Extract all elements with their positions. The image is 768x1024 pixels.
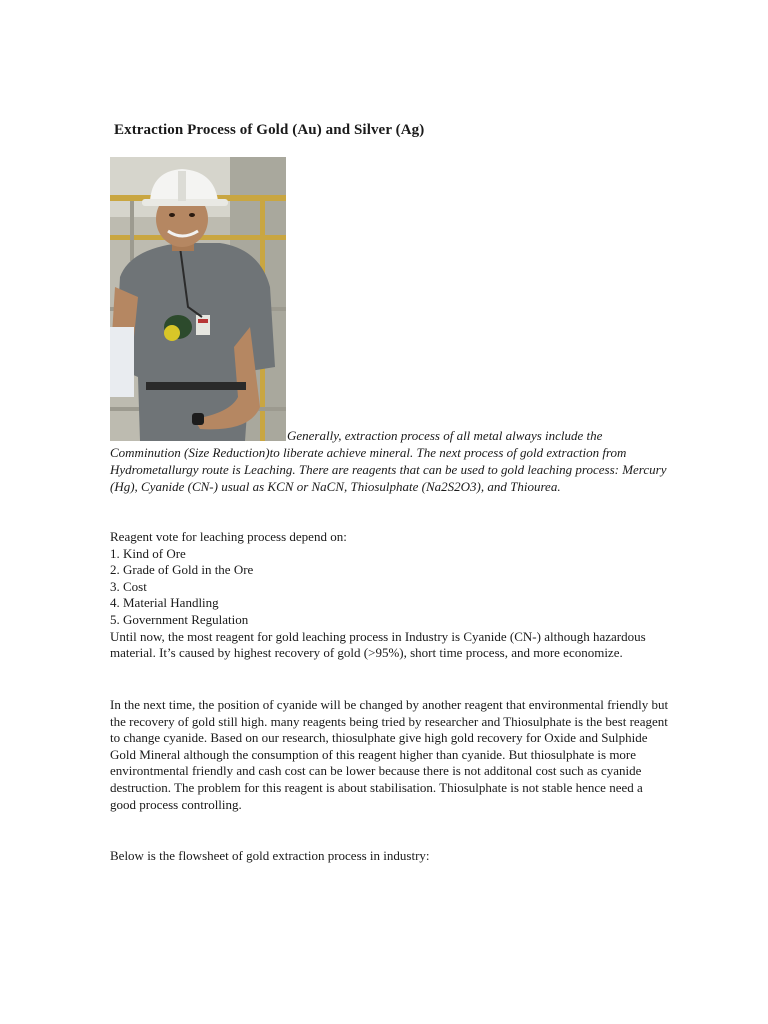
- flowsheet-intro: Below is the flowsheet of gold extraction process in industry:: [110, 848, 430, 863]
- person-photo-icon: [110, 157, 286, 441]
- author-photo: [110, 157, 286, 441]
- thiosulphate-paragraph: In the next time, the position of cyanide will be changed by another reagent that environmental friendly but the recovery of gold still high. many reagents being tried by researcher and Thiosulphate is the best reagent to change cyanide. Based on our research, thiosulphate give high gold recovery for Oxide and Sulphide Gold Mineral although the consumption of this reagent higher than cyanide. But thiosulphate is more environtmental friendly and cash cost can be lower because there is not additonal cost such as cyanide destruction. The problem for this reagent is about stabilisation. Thiosulphate is not stable hence need a good process controlling.: [110, 697, 669, 812]
- list-item: 3. Cost: [110, 578, 147, 594]
- list-item: 5. Government Regulation: [110, 611, 249, 627]
- cyanide-paragraph: Until now, the most reagent for gold leaching process in Industry is Cyanide (CN-) although hazardous material. It’s caused by highest recovery of gold (>95%), short time process, and more economize.: [110, 628, 646, 661]
- list-item: 4. Material Handling: [110, 595, 219, 611]
- list-item: 2. Grade of Gold in the Ore: [110, 562, 254, 578]
- factor-list: [110, 546, 670, 629]
- reagent-vote-intro: Reagent vote for leaching process depend on:: [110, 529, 347, 544]
- page-title: Extraction Process of Gold (Au) and Silver (Ag): [114, 122, 425, 138]
- reagent-factors-section: [110, 529, 670, 662]
- intro-paragraph: Generally, extraction process of all metal always include the Comminution (Size Reduction)to liberate achieve mineral. The next process of gold extraction from Hydrometallurgy route is Leaching. There are reagents that can be used to gold leaching process: Mercury (Hg), Cyanide (CN-) usual as KCN or NaCN, Thiosulphate (Na2S2O3), and Thiourea.: [110, 428, 667, 494]
- list-item: 1. Kind of Ore: [110, 545, 186, 561]
